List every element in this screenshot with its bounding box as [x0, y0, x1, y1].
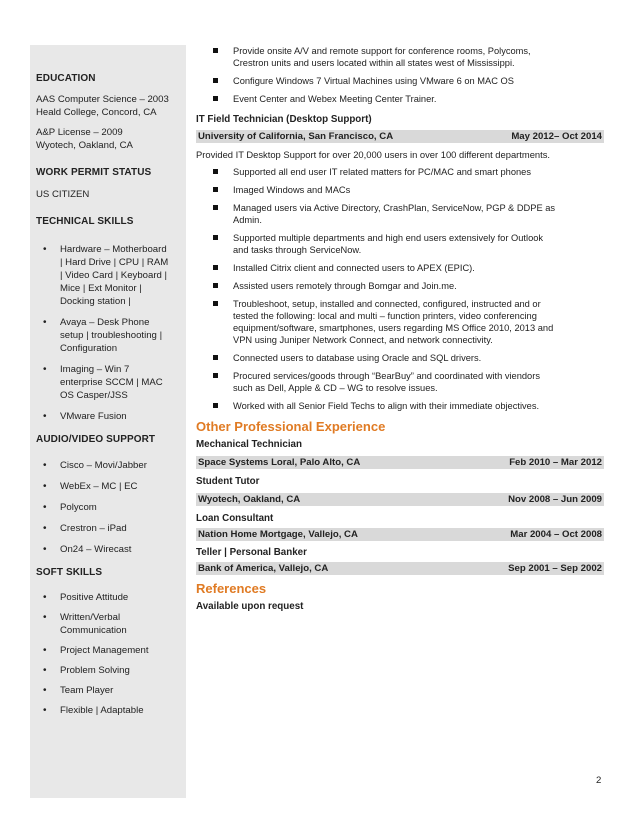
- list-item: Worked with all Senior Field Techs to align with their immediate objectives.: [196, 400, 604, 412]
- list-item: Installed Citrix client and connected users to APEX (EPIC).: [196, 262, 604, 274]
- list-item: • Imaging – Win 7 enterprise SCCM | MAC OS Casper/JSS: [43, 364, 163, 401]
- job-dates: Mar 2004 – Oct 2008: [510, 529, 602, 540]
- job-title: Student Tutor: [196, 476, 260, 487]
- school: Wyotech, Oakland, CA: [36, 140, 133, 151]
- job-dates: Sep 2001 – Sep 2002: [508, 563, 602, 574]
- list-item: • Flexible | Adaptable: [43, 705, 144, 716]
- av-support-heading: AUDIO/VIDEO SUPPORT: [36, 434, 156, 445]
- technical-skills-list: [36, 243, 180, 423]
- list-item: Event Center and Webex Meeting Center Trainer.: [196, 93, 604, 105]
- list-item: Imaged Windows and MACs: [196, 184, 604, 196]
- square-bullet-icon: [213, 78, 218, 83]
- list-item: • Crestron – iPad: [43, 523, 127, 534]
- job-bullet-list: [196, 166, 604, 412]
- soft-skills-heading: SOFT SKILLS: [36, 567, 103, 578]
- square-bullet-icon: [213, 301, 218, 306]
- list-item: • WebEx – MC | EC: [43, 481, 138, 492]
- list-item: Troubleshoot, setup, installed and connected, configured, instructed and or tested the following: local and multi – function printers, video conferencing equipment/software, smartphones, users regarding MS Office 2010, 2013 and VPN using Juniper Network Connect, and network connectivity.: [196, 298, 604, 346]
- list-item: Managed users via Active Directory, CrashPlan, ServiceNow, PGP & DDPE as Admin.: [196, 202, 604, 226]
- degree: A&P License – 2009: [36, 127, 123, 138]
- square-bullet-icon: [213, 48, 218, 53]
- job-dates: Feb 2010 – Mar 2012: [509, 457, 602, 468]
- square-bullet-icon: [213, 283, 218, 288]
- top-bullet-list: [196, 45, 604, 105]
- employer: Space Systems Loral, Palo Alto, CA: [198, 457, 361, 468]
- list-item: • On24 – Wirecast: [43, 544, 132, 555]
- technical-skills-heading: TECHNICAL SKILLS: [36, 216, 134, 227]
- job-dates: Nov 2008 – Jun 2009: [508, 494, 602, 505]
- employer: Bank of America, Vallejo, CA: [198, 563, 329, 574]
- square-bullet-icon: [213, 265, 218, 270]
- education-heading: EDUCATION: [36, 73, 96, 84]
- list-item: Supported all end user IT related matters for PC/MAC and smart phones: [196, 166, 604, 178]
- list-item: Supported multiple departments and high end users extensively for Outlook and tasks through ServiceNow.: [196, 232, 604, 256]
- job-title: Mechanical Technician: [196, 439, 302, 450]
- main-content: [196, 45, 604, 612]
- job-employer-bar: [196, 130, 604, 143]
- list-item: • Positive Attitude: [43, 592, 129, 603]
- list-item: Procured services/goods through “BearBuy” and coordinated with viendors such as Dell, Apple & CD – WG to resolve issues.: [196, 370, 604, 394]
- square-bullet-icon: [213, 403, 218, 408]
- school: Heald College, Concord, CA: [36, 107, 157, 118]
- list-item: • Hardware – Motherboard | Hard Drive | CPU | RAM | Video Card | Keyboard | Mice | Ext Monitor | Docking station |: [43, 244, 169, 307]
- list-item: • Cisco – Movi/Jabber: [43, 460, 147, 471]
- square-bullet-icon: [213, 169, 218, 174]
- job-title: IT Field Technician (Desktop Support): [196, 114, 372, 125]
- work-permit-status: US CITIZEN: [36, 189, 90, 200]
- job-employer-bar: [196, 562, 604, 575]
- list-item: • Project Management: [43, 645, 149, 656]
- job-title: Loan Consultant: [196, 513, 274, 524]
- education-entry: [36, 93, 180, 119]
- square-bullet-icon: [213, 235, 218, 240]
- job-dates: May 2012– Oct 2014: [511, 131, 602, 142]
- list-item: Assisted users remotely through Bomgar and Join.me.: [196, 280, 604, 292]
- job-title: Teller | Personal Banker: [196, 547, 307, 558]
- list-item: • Problem Solving: [43, 665, 130, 676]
- square-bullet-icon: [213, 373, 218, 378]
- work-permit-heading: WORK PERMIT STATUS: [36, 167, 152, 178]
- list-item: • Team Player: [43, 685, 114, 696]
- job-employer-bar: [196, 528, 604, 541]
- list-item: • Written/Verbal Communication: [43, 612, 127, 636]
- av-skills-list: [36, 459, 180, 556]
- soft-skills-list: [36, 591, 180, 717]
- page-number: 2: [596, 775, 602, 786]
- square-bullet-icon: [213, 96, 218, 101]
- job-employer-bar: [196, 456, 604, 469]
- employer: University of California, San Francisco, CA: [198, 131, 394, 142]
- degree: AAS Computer Science – 2003: [36, 94, 169, 105]
- education-entry: [36, 126, 180, 152]
- list-item: • Polycom: [43, 502, 97, 513]
- other-experience-heading: Other Professional Experience: [196, 419, 386, 434]
- employer: Wyotech, Oakland, CA: [198, 494, 301, 505]
- square-bullet-icon: [213, 187, 218, 192]
- square-bullet-icon: [213, 355, 218, 360]
- list-item: • Avaya – Desk Phone setup | troubleshooting | Configuration: [43, 317, 163, 354]
- references-heading: References: [196, 581, 267, 596]
- list-item: Configure Windows 7 Virtual Machines using VMware 6 on MAC OS: [196, 75, 604, 87]
- job-summary: Provided IT Desktop Support for over 20,000 users in over 100 different departments.: [196, 149, 551, 160]
- sidebar: [30, 45, 186, 798]
- square-bullet-icon: [213, 205, 218, 210]
- list-item: Provide onsite A/V and remote support for conference rooms, Polycoms, Crestron units and users located within all states west of Mississippi.: [196, 45, 604, 69]
- references-text: Available upon request: [196, 601, 304, 612]
- job-employer-bar: [196, 493, 604, 506]
- list-item: Connected users to database using Oracle and SQL drivers.: [196, 352, 604, 364]
- list-item: • VMware Fusion: [43, 411, 127, 422]
- employer: Nation Home Mortgage, Vallejo, CA: [198, 529, 358, 540]
